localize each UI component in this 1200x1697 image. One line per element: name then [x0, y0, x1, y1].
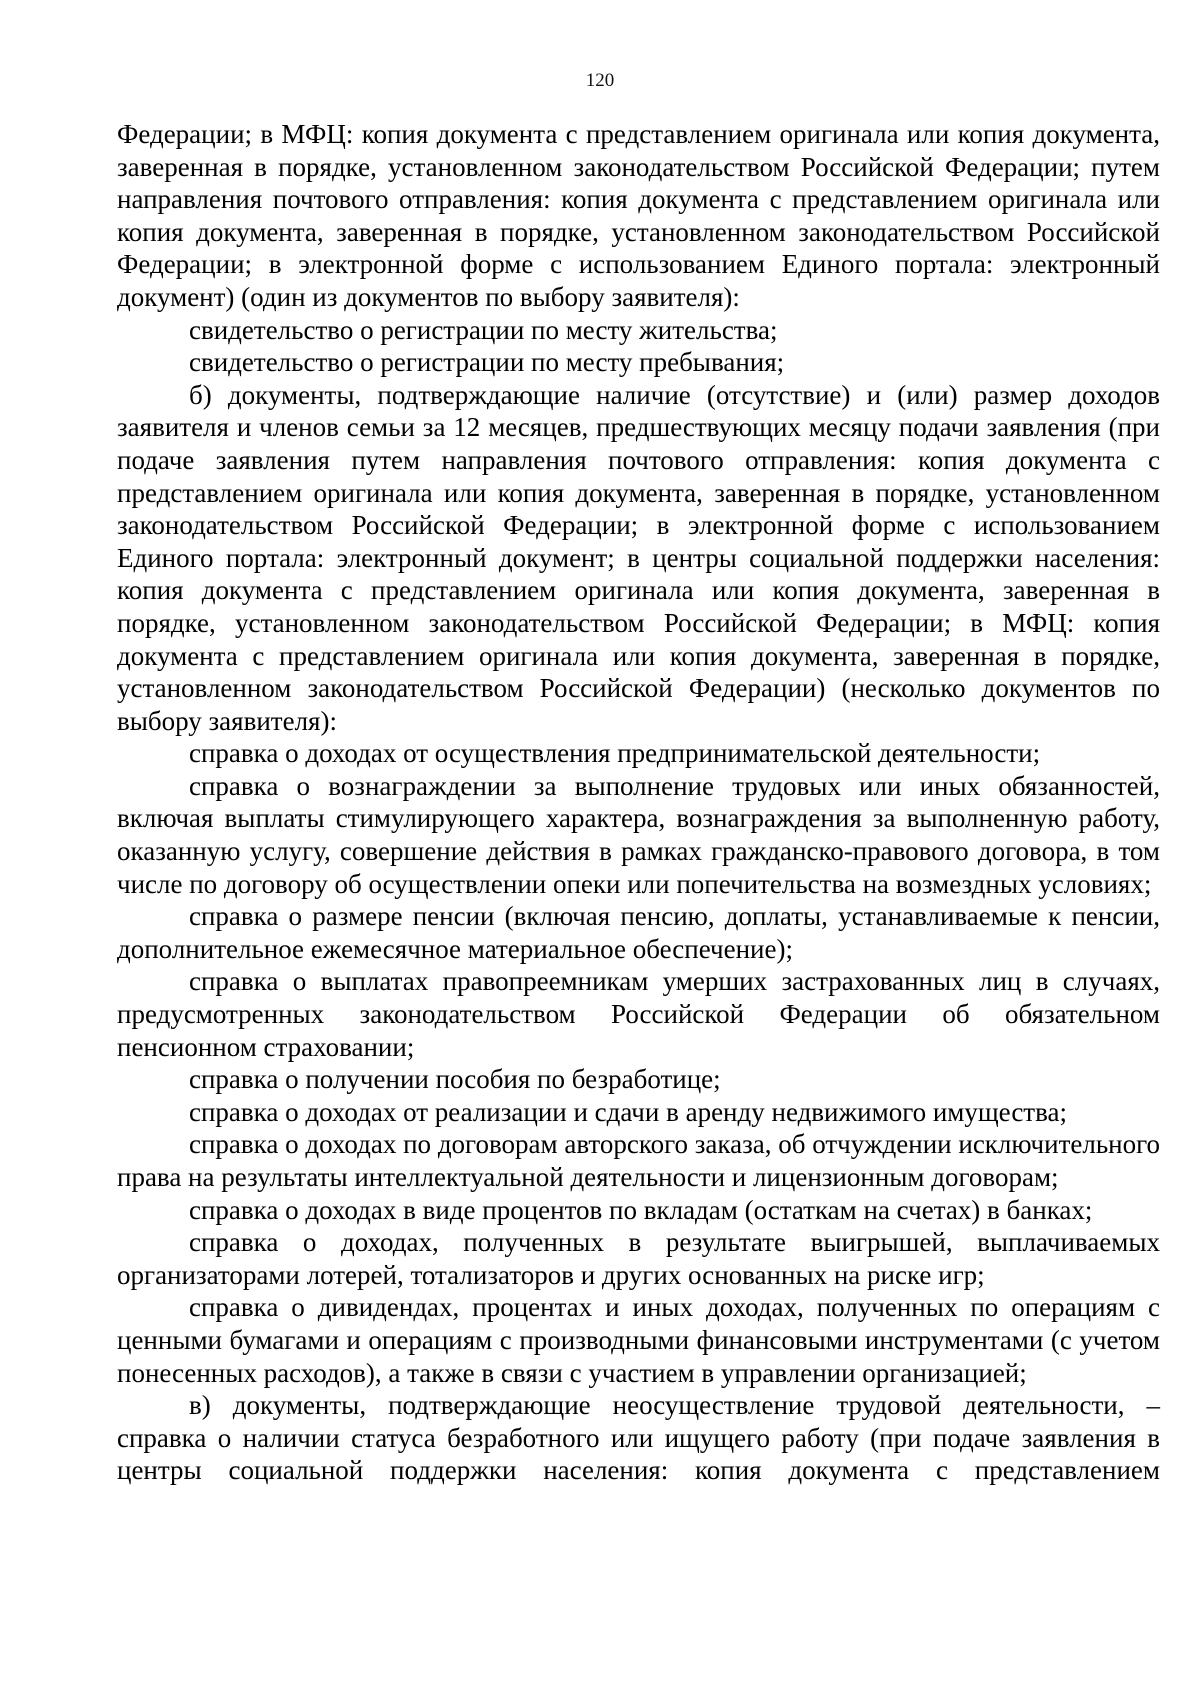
paragraph: б) документы, подтверждающие наличие (отсутствие) и (или) размер доходов заявителя и членов семьи за 12 месяцев, предшествующих месяцу подачи заявления (при подаче заявления путем направления почтового отправления: копия документа с представлением оригинала или копия документа, заверенная в порядке, установленном законодательством Российской Федерации; в электронной форме с использованием Единого портала: электронный документ; в центры социальной поддержки населения: копия документа с представлением оригинала или копия документа, заверенная в порядке, установленном законодательством Российской Федерации; в МФЦ: копия документа с представлением оригинала или копия документа, заверенная в порядке, установленном законодательством Российской Федерации) (несколько документов по выбору заявителя): [117, 379, 1160, 736]
paragraph: справка о доходах от реализации и сдачи в аренду недвижимого имущества; [189, 1096, 1067, 1127]
paragraph: справка о вознаграждении за выполнение трудовых или иных обязанностей, включая выплаты стимулирующего характера, вознаграждения за выполненную работу, оказанную услугу, совершение действия в рамках гражданско-правового договора, в том числе по договору об осуществлении опеки или попечительства на возмездных условиях; [117, 770, 1160, 899]
paragraph: справка о доходах, полученных в результате выигрышей, выплачиваемых организаторами лотерей, тотализаторов и других основанных на риске игр; [117, 1227, 1160, 1290]
page-number: 120 [585, 70, 615, 91]
paragraph: свидетельство о регистрации по месту пребывания; [189, 347, 785, 378]
paragraph: справка о дивидендах, процентах и иных доходах, полученных по операциям с ценными бумагами и операциям с производными финансовыми инструментами (с учетом понесенных расходов), а также в связи с участием в управлении организацией; [117, 1292, 1160, 1388]
paragraph: Федерации; в МФЦ: копия документа с представлением оригинала или копия документа, заверенная в порядке, установленном законодательством Российской Федерации; путем направления почтового отправления: копия документа с представлением оригинала или копия документа, заверенная в порядке, установленном законодательством Российской Федерации; в электронной форме с использованием Единого портала: электронный документ) (один из документов по выбору заявителя): [117, 119, 1160, 312]
paragraph: справка о доходах от осуществления предпринимательской деятельности; [189, 738, 1041, 769]
paragraph: справка о выплатах правопреемникам умерших застрахованных лиц в случаях, предусмотренных законодательством Российской Федерации об обязательном пенсионном страховании; [117, 966, 1160, 1062]
paragraph: справка о получении пособия по безработице; [189, 1064, 721, 1095]
paragraph: в) документы, подтверждающие неосуществление трудовой деятельности, – справка о наличии статуса безработного или ищущего работу (при подаче заявления в центры социальной поддержки населения: копия документа с представлением [117, 1390, 1160, 1486]
paragraph: справка о размере пенсии (включая пенсию, доплаты, устанавливаемые к пенсии, дополнительное ежемесячное материальное обеспечение); [117, 901, 1160, 964]
paragraph: справка о доходах в виде процентов по вкладам (остаткам на счетах) в банках; [189, 1194, 1093, 1225]
paragraph: справка о доходах по договорам авторского заказа, об отчуждении исключительного права на результаты интеллектуальной деятельности и лицензионным договорам; [117, 1129, 1160, 1192]
paragraph: свидетельство о регистрации по месту жительства; [189, 314, 778, 345]
document-body [117, 118, 1160, 1487]
